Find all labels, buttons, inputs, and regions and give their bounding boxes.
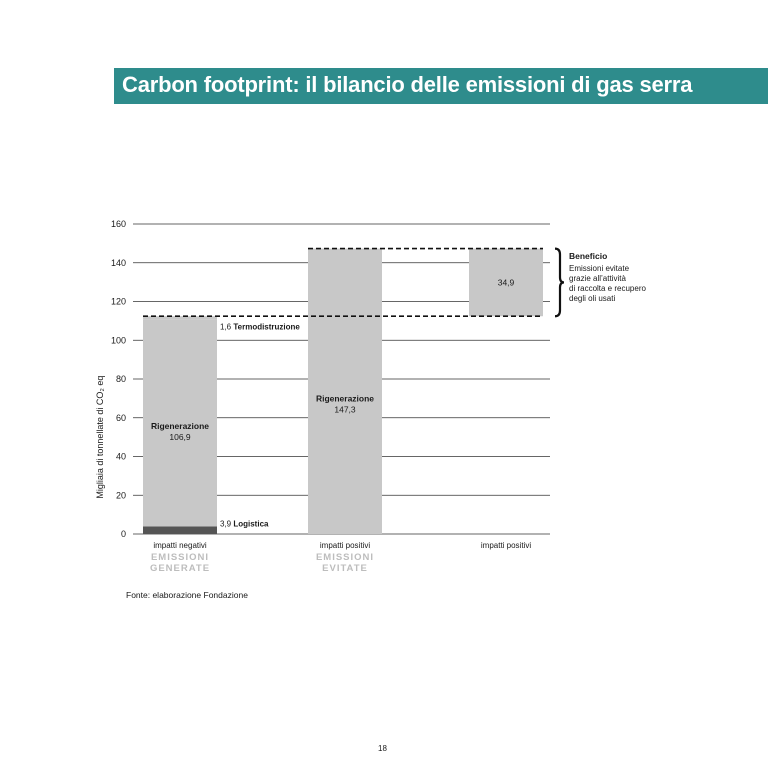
y-tick-label: 100 — [110, 335, 126, 346]
category-label: impatti positivi — [319, 541, 371, 550]
segment-name-label: Rigenerazione — [315, 393, 375, 404]
segment-value-label: 147,3 — [334, 404, 356, 415]
y-tick-label: 140 — [110, 257, 126, 268]
annotation-name: Termodistruzione — [233, 322, 300, 332]
segment-name-label: Rigenerazione — [150, 421, 210, 432]
y-tick-label: 0 — [120, 529, 126, 539]
y-axis-label: Migliaia di tonnellate di CO₂ eq — [95, 375, 105, 499]
annotation-value: 1,6 — [220, 322, 234, 332]
group-label-line1: EMISSIONI — [150, 552, 210, 563]
y-tick-label: 20 — [115, 490, 126, 501]
segment-annotation-termodistruzione — [220, 322, 300, 331]
benefit-description-line: grazie all’attività — [569, 274, 626, 283]
benefit-title: Beneficio — [569, 251, 608, 261]
group-label-line2: EVITATE — [322, 563, 368, 574]
segment-value-label: 106,9 — [169, 432, 191, 443]
page-number: 18 — [378, 744, 387, 753]
category-label: impatti negativi — [153, 541, 207, 550]
annotation-name: Logistica — [233, 519, 269, 529]
y-tick-label: 160 — [110, 219, 126, 229]
annotation-value: 3,9 — [220, 519, 234, 529]
benefit-description-line: degli oli usati — [569, 294, 616, 303]
benefit-description-line: di raccolta e recupero — [569, 284, 646, 293]
category-label: impatti positivi — [480, 541, 532, 550]
group-label-line1: EMISSIONI — [315, 552, 375, 563]
benefit-brace — [555, 249, 564, 317]
bar-1-segment-0 — [308, 249, 382, 534]
y-tick-label: 80 — [115, 374, 126, 384]
y-tick-label: 60 — [115, 412, 126, 423]
source-note: Fonte: elaborazione Fondazione — [126, 590, 248, 600]
page-title: Carbon footprint: il bilancio delle emissioni di gas serra — [122, 72, 693, 97]
bar-0-segment-0 — [143, 526, 217, 534]
y-tick-label: 120 — [110, 296, 126, 307]
group-label-line2: GENERATE — [149, 563, 211, 574]
y-tick-label: 40 — [115, 451, 126, 462]
segment-annotation-logistica — [220, 519, 269, 528]
benefit-description-line: Emissioni evitate — [569, 264, 630, 273]
segment-value-label: 34,9 — [497, 277, 515, 288]
